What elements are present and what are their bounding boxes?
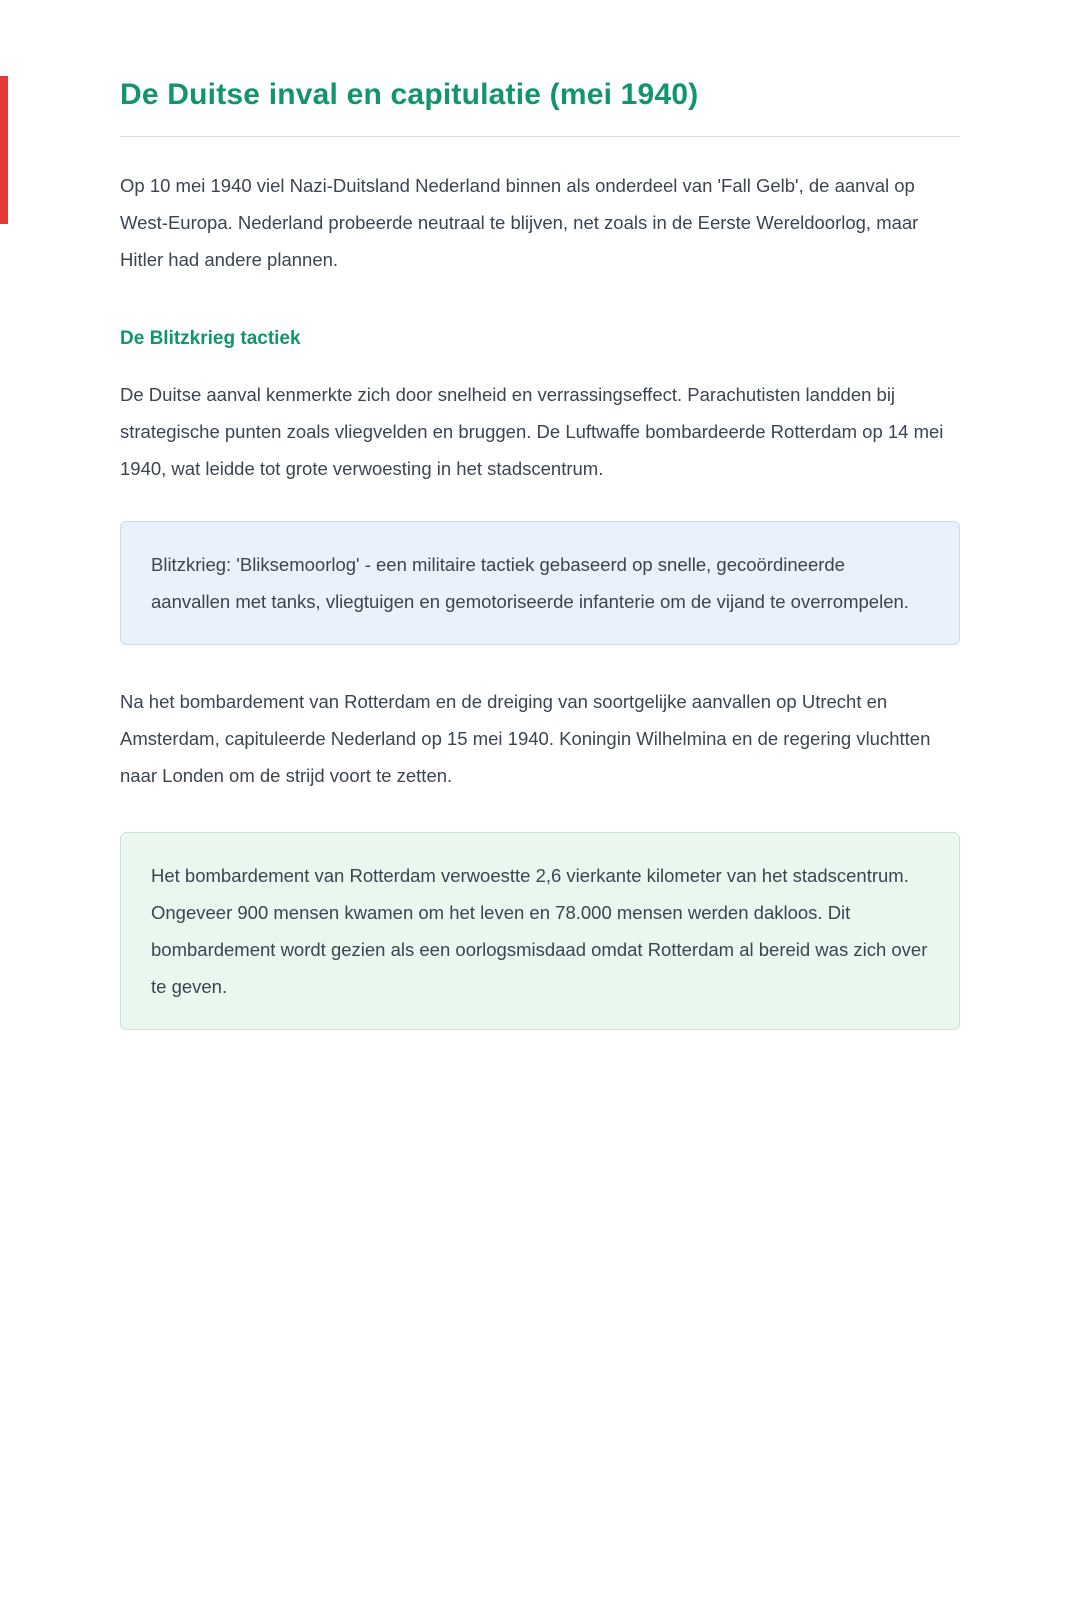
definition-callout-text: Blitzkrieg: 'Bliksemoorlog' - een militaire tactiek gebaseerd op snelle, gecoördineerde aanvallen met tanks, vliegtuigen en gemotoriseerde infanterie om de vijand te overrompelen. <box>151 553 909 612</box>
page-title: De Duitse inval en capitulatie (mei 1940) <box>120 78 699 111</box>
title-divider <box>120 136 960 137</box>
fact-callout <box>120 832 960 1030</box>
capitulation-paragraph: Na het bombardement van Rotterdam en de dreiging van soortgelijke aanvallen op Utrecht en Amsterdam, capituleerde Nederland op 15 mei 1940. Koningin Wilhelmina en de regering vluchtten naar Londen om de strijd voort te zetten. <box>120 690 931 786</box>
fact-callout-text: Het bombardement van Rotterdam verwoestte 2,6 vierkante kilometer van het stadscentrum. Ongeveer 900 mensen kwamen om het leven en 78.000 mensen werden dakloos. Dit bombardement wordt gezien als een oorlogsmisdaad omdat Rotterdam al bereid was zich over te geven. <box>151 864 928 997</box>
section-heading-blitzkrieg: De Blitzkrieg tactiek <box>120 327 301 349</box>
left-edge-accent-stripe <box>0 76 8 224</box>
intro-paragraph: Op 10 mei 1940 viel Nazi-Duitsland Nederland binnen als onderdeel van 'Fall Gelb', de aanval op West-Europa. Nederland probeerde neutraal te blijven, net zoals in de Eerste Wereldoorlog, maar Hitler had andere plannen. <box>120 174 919 270</box>
definition-callout <box>120 521 960 645</box>
article <box>0 76 1080 1030</box>
blitzkrieg-paragraph: De Duitse aanval kenmerkte zich door snelheid en verrassingseffect. Parachutisten landden bij strategische punten zoals vliegvelden en bruggen. De Luftwaffe bombardeerde Rotterdam op 14 mei 1940, wat leidde tot grote verwoesting in het stadscentrum. <box>120 383 944 479</box>
